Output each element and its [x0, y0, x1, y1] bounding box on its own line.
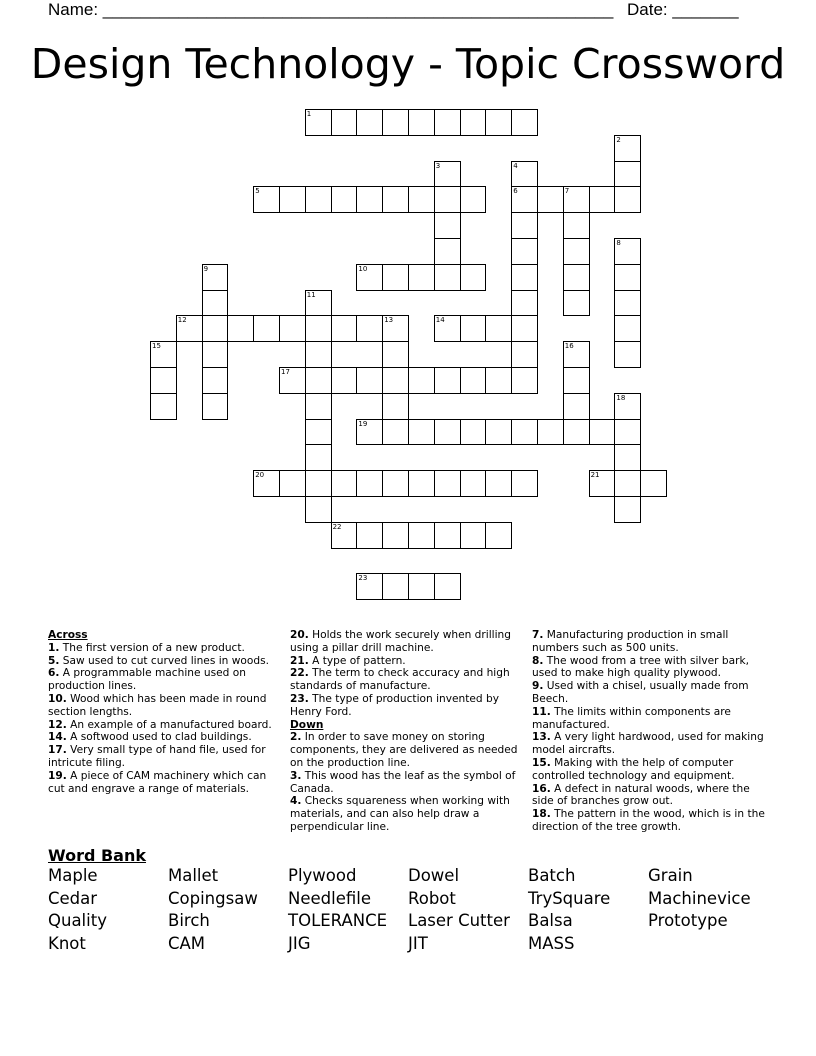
clue-number: 2 — [616, 135, 621, 144]
page-title: Design Technology - Topic Crossword — [30, 40, 786, 88]
grid-cell[interactable] — [511, 367, 538, 394]
clue-number: 17 — [281, 368, 290, 376]
grid-cell[interactable] — [227, 315, 254, 342]
grid-cell[interactable] — [537, 419, 564, 446]
clue-item-text: This wood has the leaf as the symbol of Canada. — [290, 769, 516, 795]
grid-cell[interactable] — [408, 470, 435, 497]
clue-section-heading: Down — [290, 718, 324, 731]
grid-cell[interactable] — [485, 522, 512, 549]
clue-item — [532, 731, 768, 757]
grid-cell[interactable] — [485, 367, 512, 394]
grid-cell[interactable] — [202, 393, 229, 420]
grid-cell[interactable] — [434, 315, 461, 342]
clue-item-text: The limits within components are manufactured. — [532, 705, 731, 731]
grid-cell[interactable] — [279, 367, 306, 394]
clue-number: 3 — [435, 161, 441, 170]
grid-cell[interactable] — [305, 393, 332, 420]
grid-cell[interactable] — [614, 161, 641, 188]
grid-cell[interactable] — [356, 419, 383, 446]
word-bank-item: Machinevice — [648, 888, 751, 908]
grid-cell[interactable] — [485, 419, 512, 446]
word-bank-item: Balsa — [528, 911, 573, 930]
grid-cell[interactable] — [382, 341, 409, 368]
grid-cell[interactable] — [202, 264, 229, 291]
grid-cell[interactable] — [563, 186, 590, 213]
grid-cell[interactable] — [434, 419, 461, 446]
grid-cell[interactable] — [176, 315, 203, 342]
grid-cell[interactable] — [305, 470, 332, 497]
grid-cell[interactable] — [640, 470, 667, 497]
word-bank-item: JIT — [408, 933, 428, 953]
grid-cell[interactable] — [460, 522, 487, 549]
clues-column-2 — [290, 629, 526, 834]
clue-item-number: 1. — [48, 641, 60, 654]
grid-cell[interactable] — [485, 470, 512, 497]
grid-cell[interactable] — [356, 367, 383, 394]
clue-item-number: 23. — [290, 692, 309, 705]
grid-cell[interactable] — [331, 186, 358, 213]
grid-cell[interactable] — [305, 186, 332, 213]
clue-number: 4 — [513, 161, 518, 170]
grid-cell[interactable] — [511, 341, 538, 368]
grid-cell[interactable] — [356, 315, 383, 342]
grid-cell[interactable] — [356, 470, 383, 497]
clue-number: 13 — [384, 316, 394, 325]
clue-item-number: 22. — [290, 667, 309, 680]
grid-cell[interactable] — [537, 186, 564, 213]
clue-item — [48, 655, 284, 668]
grid-cell[interactable] — [485, 109, 512, 136]
clue-item — [48, 744, 284, 770]
grid-cell[interactable] — [563, 264, 590, 291]
clue-item-number: 17. — [48, 744, 67, 757]
word-bank-item: Grain — [648, 866, 693, 885]
clue-item — [290, 667, 526, 693]
clue-item — [48, 642, 284, 655]
grid-cell[interactable] — [614, 264, 641, 291]
clues-column-3 — [532, 629, 768, 834]
clue-item-number: 4. — [290, 795, 302, 808]
grid-cell[interactable] — [408, 109, 435, 136]
clue-item-number: 3. — [290, 769, 302, 782]
grid-cell[interactable] — [331, 367, 358, 394]
grid-cell[interactable] — [589, 470, 616, 497]
grid-cell[interactable] — [511, 264, 538, 291]
clue-number: 12 — [177, 316, 187, 325]
grid-cell[interactable] — [382, 419, 409, 446]
grid-cell[interactable] — [305, 367, 332, 394]
grid-cell[interactable] — [460, 315, 487, 342]
clue-item-text: A piece of CAM machinery which can cut and engrave a range of materials. — [48, 769, 267, 795]
clue-item — [290, 795, 526, 833]
clue-number: 19 — [358, 419, 368, 428]
clue-number: 7 — [564, 187, 570, 196]
grid-cell[interactable] — [511, 238, 538, 265]
grid-cell[interactable] — [279, 315, 306, 342]
grid-cell[interactable] — [614, 341, 641, 368]
grid-cell[interactable] — [589, 419, 616, 446]
clue-item-text: A type of pattern. — [308, 654, 406, 667]
clue-item-text: An example of a manufactured board. — [66, 718, 272, 731]
clue-item-number: 18. — [532, 808, 551, 821]
clue-item — [532, 706, 768, 732]
clue-item — [290, 655, 526, 668]
clue-number: 6 — [513, 187, 518, 196]
grid-cell[interactable] — [305, 419, 332, 446]
clue-item — [290, 731, 526, 769]
grid-cell[interactable] — [408, 264, 435, 291]
grid-cell[interactable] — [511, 186, 538, 213]
clue-item-number: 7. — [532, 629, 544, 641]
clue-number: 1 — [306, 110, 312, 118]
grid-cell[interactable] — [434, 367, 461, 394]
grid-cell[interactable] — [202, 315, 229, 342]
clue-item — [532, 808, 768, 834]
clue-item — [48, 693, 284, 719]
grid-cell[interactable] — [305, 444, 332, 471]
grid-cell[interactable] — [563, 212, 590, 239]
clue-item — [48, 731, 284, 744]
clue-item — [532, 783, 768, 809]
clue-item — [532, 680, 768, 706]
grid-cell[interactable] — [279, 470, 306, 497]
clue-item-text: The wood from a tree with silver bark, used to make high quality plywood. — [532, 654, 749, 680]
clue-item-text: Very small type of hand file, used for intricute filing. — [48, 744, 266, 769]
grid-cell[interactable] — [382, 573, 409, 600]
grid-cell[interactable] — [150, 367, 177, 394]
grid-cell[interactable] — [460, 186, 487, 213]
grid-cell[interactable] — [408, 186, 435, 213]
clue-item — [48, 667, 284, 693]
grid-cell[interactable] — [305, 496, 332, 523]
clue-item-number: 19. — [48, 769, 67, 782]
clue-item-text: Making with the help of computer controlled technology and equipment. — [532, 756, 735, 782]
clue-item-number: 6. — [48, 667, 60, 680]
clue-number: 15 — [152, 342, 161, 351]
grid-cell[interactable] — [460, 264, 487, 291]
grid-cell[interactable] — [511, 161, 538, 188]
clue-item-number: 14. — [48, 731, 67, 744]
word-bank-item: Birch — [168, 911, 210, 930]
grid-cell[interactable] — [589, 186, 616, 213]
clue-item-number: 20. — [290, 629, 309, 641]
grid-cell[interactable] — [356, 522, 383, 549]
grid-cell[interactable] — [511, 109, 538, 136]
grid-cell[interactable] — [614, 315, 641, 342]
grid-cell[interactable] — [202, 290, 229, 317]
clue-number: 20 — [255, 471, 265, 480]
grid-cell[interactable] — [356, 109, 383, 136]
grid-cell[interactable] — [614, 419, 641, 446]
grid-cell[interactable] — [614, 444, 641, 471]
grid-cell[interactable] — [614, 496, 641, 523]
word-bank-item: JIG — [288, 933, 311, 953]
word-bank-item: MASS — [528, 933, 575, 953]
grid-cell[interactable] — [382, 367, 409, 394]
clue-number: 21 — [590, 471, 600, 480]
grid-cell[interactable] — [511, 290, 538, 317]
grid-cell[interactable] — [253, 186, 280, 213]
clue-item-number: 2. — [290, 731, 302, 744]
word-bank-item: Batch — [528, 866, 576, 885]
grid-cell[interactable] — [305, 290, 332, 317]
clue-item-text: The type of production invented by Henry Ford. — [290, 692, 499, 718]
grid-cell[interactable] — [331, 315, 358, 342]
clue-item-number: 12. — [48, 718, 67, 731]
clue-item-text: Checks squareness when working with materials, and can also help draw a perpendicular line. — [290, 795, 510, 833]
clue-number: 22 — [332, 522, 342, 531]
grid-cell[interactable] — [563, 367, 590, 394]
clue-number: 18 — [616, 393, 626, 402]
grid-cell[interactable] — [563, 238, 590, 265]
date-line: Date: _______ — [627, 0, 739, 19]
clue-item-text: Manufacturing production in small numbers such as 500 units. — [532, 629, 729, 654]
clue-number: 8 — [616, 239, 621, 247]
clue-number: 5 — [255, 187, 260, 196]
word-bank-item: Plywood — [288, 866, 357, 885]
clue-item-text: A very light hardwood, used for making model aircrafts. — [532, 731, 764, 757]
clue-item-number: 9. — [532, 680, 544, 693]
grid-cell[interactable] — [305, 341, 332, 368]
grid-cell[interactable] — [485, 315, 512, 342]
grid-cell[interactable] — [460, 109, 487, 136]
grid-cell[interactable] — [511, 470, 538, 497]
grid-cell[interactable] — [434, 212, 461, 239]
grid-cell[interactable] — [408, 522, 435, 549]
clue-item — [290, 693, 526, 719]
name-line: Name: ______________________________________________________ — [48, 0, 614, 19]
grid-cell[interactable] — [202, 367, 229, 394]
grid-cell[interactable] — [434, 264, 461, 291]
grid-cell[interactable] — [202, 341, 229, 368]
grid-cell[interactable] — [614, 393, 641, 420]
grid-cell[interactable] — [563, 393, 590, 420]
clue-item-text: Wood which has been made in round section lengths. — [48, 692, 267, 718]
clue-item — [532, 757, 768, 783]
clue-item-number: 15. — [532, 756, 551, 769]
word-bank-item: Copingsaw — [168, 888, 258, 908]
clue-item — [532, 655, 768, 681]
grid-cell[interactable] — [356, 186, 383, 213]
grid-cell[interactable] — [150, 341, 177, 368]
clue-item-text: A programmable machine used on production lines. — [48, 667, 246, 693]
grid-cell[interactable] — [382, 186, 409, 213]
word-bank-title: Word Bank — [48, 846, 147, 865]
grid-cell[interactable] — [382, 109, 409, 136]
word-bank-item: Needlefile — [288, 888, 371, 908]
grid-cell[interactable] — [434, 522, 461, 549]
grid-cell[interactable] — [460, 367, 487, 394]
clue-item-number: 5. — [48, 654, 60, 667]
word-bank-item: Prototype — [648, 911, 728, 930]
grid-cell[interactable] — [434, 573, 461, 600]
grid-cell[interactable] — [434, 470, 461, 497]
grid-cell[interactable] — [331, 470, 358, 497]
word-bank-item: CAM — [168, 933, 206, 953]
grid-cell[interactable] — [382, 264, 409, 291]
clue-item-number: 13. — [532, 731, 551, 744]
word-bank-item: Quality — [48, 911, 107, 930]
grid-cell[interactable] — [305, 315, 332, 342]
clue-item — [48, 770, 284, 796]
word-bank-item: Robot — [408, 888, 456, 908]
clue-item-text: Holds the work securely when drilling using a pillar drill machine. — [290, 629, 511, 654]
grid-cell[interactable] — [434, 109, 461, 136]
clue-number: 10 — [358, 264, 368, 273]
grid-cell[interactable] — [563, 341, 590, 368]
word-bank-item: Laser Cutter — [408, 911, 510, 930]
grid-cell[interactable] — [253, 315, 280, 342]
grid-cell[interactable] — [511, 419, 538, 446]
word-bank-item: Maple — [48, 866, 98, 885]
grid-cell[interactable] — [614, 290, 641, 317]
clue-item — [48, 719, 284, 732]
clue-number: 11 — [306, 290, 316, 299]
word-bank-item: TrySquare — [528, 888, 611, 908]
clue-item-number: 21. — [290, 654, 309, 667]
word-bank-item: Cedar — [48, 888, 98, 908]
grid-cell[interactable] — [382, 315, 409, 342]
clue-item-text: In order to save money on storing components, they are delivered as needed on the production line. — [290, 731, 518, 769]
grid-cell[interactable] — [460, 419, 487, 446]
grid-cell[interactable] — [408, 573, 435, 600]
grid-cell[interactable] — [614, 470, 641, 497]
clues-column-1 — [48, 629, 284, 795]
grid-cell[interactable] — [331, 522, 358, 549]
clue-item-number: 8. — [532, 654, 544, 667]
grid-cell[interactable] — [511, 315, 538, 342]
grid-cell[interactable] — [434, 238, 461, 265]
word-bank-item: Knot — [48, 933, 86, 953]
clue-item-text: Used with a chisel, usually made from Beech. — [532, 680, 749, 705]
clue-section-heading: Across — [48, 629, 88, 641]
clue-item-text: The pattern in the wood, which is in the direction of the tree growth. — [532, 808, 765, 833]
grid-cell[interactable] — [563, 290, 590, 317]
grid-cell[interactable] — [614, 186, 641, 213]
clue-item-text: Saw used to cut curved lines in woods. — [59, 654, 269, 667]
grid-cell[interactable] — [614, 238, 641, 265]
grid-cell[interactable] — [331, 109, 358, 136]
clue-item-number: 11. — [532, 705, 551, 718]
word-bank-item: Dowel — [408, 866, 460, 885]
grid-cell[interactable] — [279, 186, 306, 213]
grid-cell[interactable] — [150, 393, 177, 420]
grid-cell[interactable] — [382, 522, 409, 549]
grid-cell[interactable] — [382, 470, 409, 497]
grid-cell[interactable] — [511, 212, 538, 239]
word-bank-item: TOLERANCE — [288, 911, 388, 930]
grid-cell[interactable] — [563, 419, 590, 446]
clue-number: 16 — [564, 342, 574, 351]
clue-item-text: The term to check accuracy and high standards of manufacture. — [290, 667, 510, 693]
grid-cell[interactable] — [253, 470, 280, 497]
clue-item-number: 16. — [532, 782, 551, 795]
clue-item-text: A softwood used to clad buildings. — [66, 731, 252, 744]
word-bank — [48, 866, 768, 954]
clue-item — [290, 770, 526, 796]
grid-cell[interactable] — [614, 135, 641, 162]
clue-number: 14 — [435, 316, 445, 325]
word-bank-item: Mallet — [168, 866, 219, 885]
clue-number: 9 — [203, 264, 209, 273]
clue-item-text: A defect in natural woods, where the side of branches grow out. — [532, 782, 750, 808]
clue-item-text: The first version of a new product. — [59, 641, 245, 654]
grid-cell[interactable] — [408, 367, 435, 394]
clue-item — [532, 629, 768, 655]
clue-item — [290, 629, 526, 655]
grid-cell[interactable] — [382, 393, 409, 420]
grid-cell[interactable] — [408, 419, 435, 446]
grid-cell[interactable] — [356, 264, 383, 291]
clue-item-number: 10. — [48, 692, 67, 705]
clue-number: 23 — [358, 574, 368, 583]
grid-cell[interactable] — [305, 109, 332, 136]
grid-cell[interactable] — [434, 161, 461, 188]
grid-cell[interactable] — [434, 186, 461, 213]
grid-cell[interactable] — [460, 470, 487, 497]
grid-cell[interactable] — [356, 573, 383, 600]
